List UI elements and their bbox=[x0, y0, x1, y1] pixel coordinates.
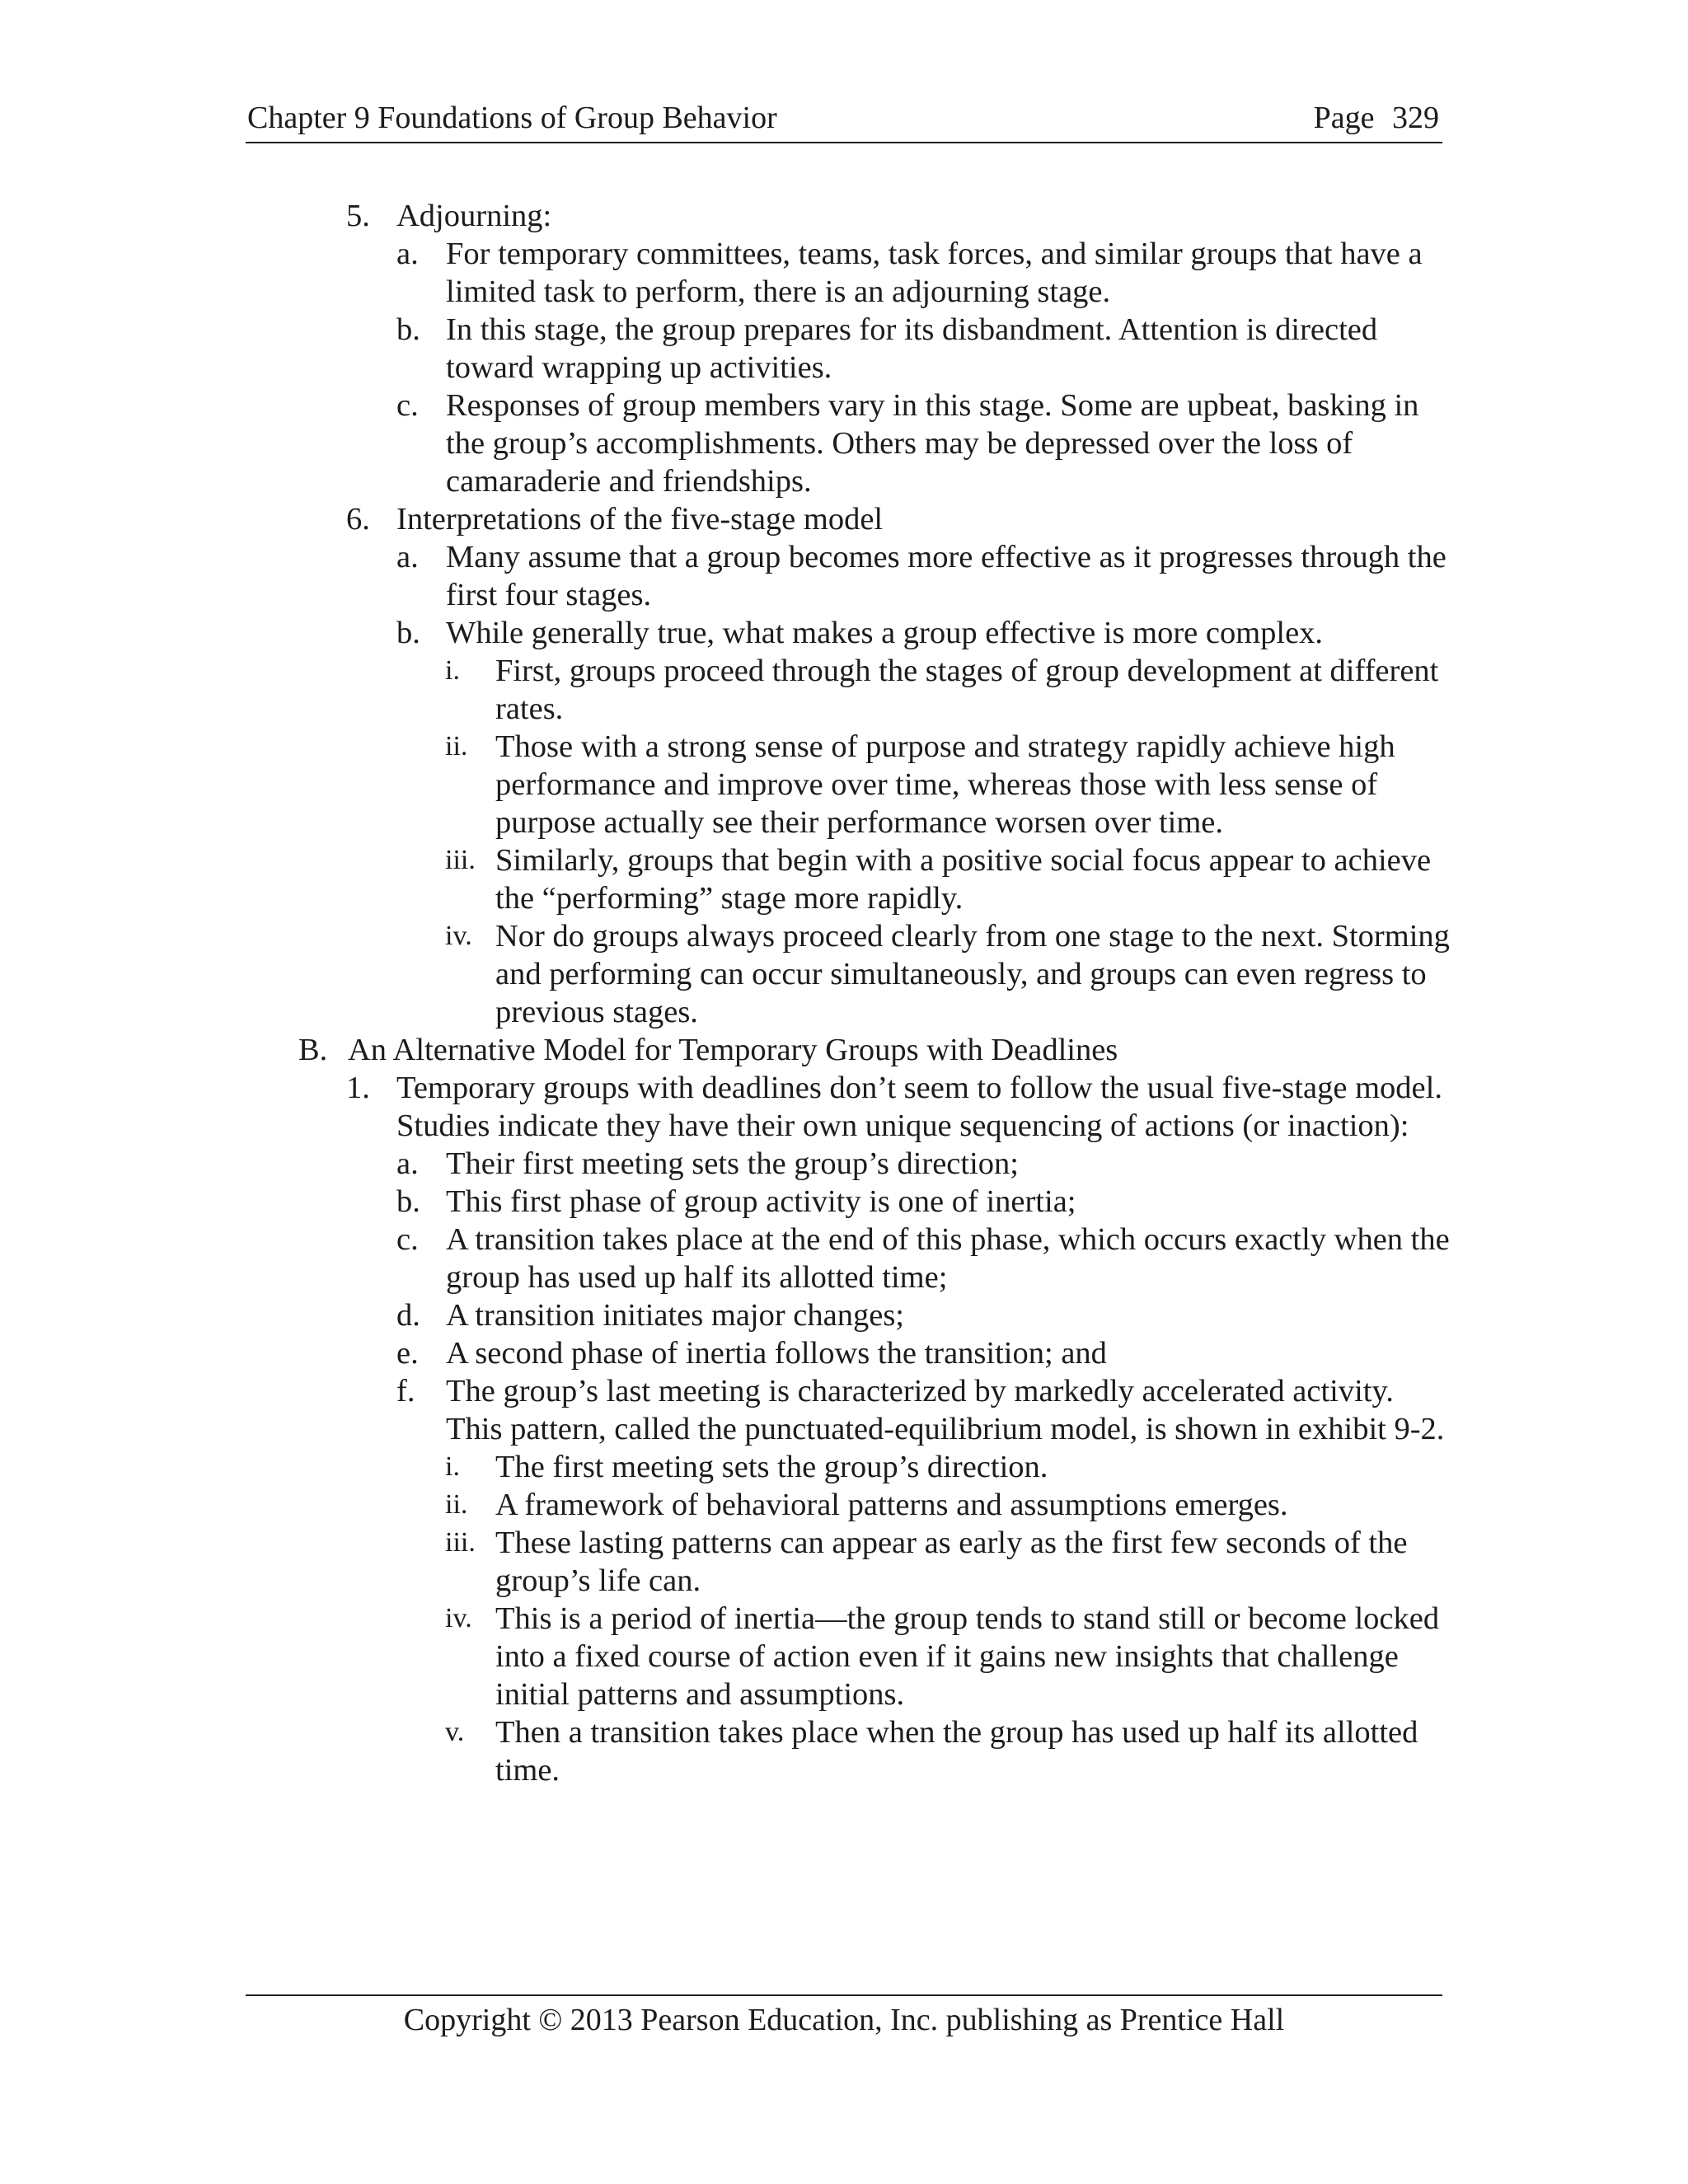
item-marker: 1. bbox=[346, 1071, 370, 1105]
outline-item bbox=[0, 1486, 1688, 1524]
outline-item bbox=[0, 1145, 1688, 1183]
item-marker: d. bbox=[396, 1298, 420, 1333]
item-text: Responses of group members vary in this stage. Some are upbeat, basking in the group’s accomplishments. Others may be depressed over the loss of camaraderie and friendships. bbox=[446, 388, 1419, 499]
item-text: A transition initiates major changes; bbox=[446, 1298, 904, 1333]
item-text: For temporary committees, teams, task forces, and similar groups that have a limited task to perform, there is an adjourning stage. bbox=[446, 237, 1423, 309]
item-marker: f. bbox=[396, 1374, 415, 1408]
page-footer bbox=[246, 1994, 1442, 2039]
outline-item bbox=[0, 1713, 1688, 1789]
item-marker: i. bbox=[445, 1451, 460, 1482]
outline-item bbox=[0, 1296, 1688, 1334]
item-marker: B. bbox=[298, 1033, 328, 1067]
item-text: While generally true, what makes a group effective is more complex. bbox=[446, 616, 1324, 650]
copyright-notice: Copyright © 2013 Pearson Education, Inc. publishing as Prentice Hall bbox=[403, 2003, 1285, 2037]
outline-item bbox=[0, 311, 1688, 387]
page-header bbox=[246, 99, 1442, 143]
item-text: A framework of behavioral patterns and assumptions emerges. bbox=[495, 1488, 1288, 1522]
item-text: A transition takes place at the end of this phase, which occurs exactly when the group has used up half its allotted time; bbox=[446, 1222, 1450, 1295]
item-text: Those with a strong sense of purpose and strategy rapidly achieve high performance and improve over time, whereas those with less sense of purpose actually see their performance worsen over time. bbox=[495, 729, 1395, 840]
outline-item bbox=[0, 197, 1688, 235]
item-marker: 6. bbox=[346, 502, 370, 537]
outline-item bbox=[0, 1031, 1688, 1069]
outline-item bbox=[0, 1334, 1688, 1372]
outline-item bbox=[0, 1448, 1688, 1486]
item-text: Adjourning: bbox=[396, 199, 552, 233]
item-text: Temporary groups with deadlines don’t seem to follow the usual five-stage model. Studies indicate they have their own unique sequencing of actions (or inaction): bbox=[396, 1071, 1442, 1143]
outline-item bbox=[0, 1600, 1688, 1713]
item-text: The group’s last meeting is characterized by markedly accelerated activity. This pattern, called the punctuated-equilibrium model, is shown in exhibit 9-2. bbox=[446, 1374, 1445, 1446]
item-marker: e. bbox=[396, 1336, 419, 1371]
item-text: A second phase of inertia follows the transition; and bbox=[446, 1336, 1107, 1371]
item-marker: iv. bbox=[445, 921, 472, 951]
item-marker: i. bbox=[445, 655, 460, 686]
item-marker: ii. bbox=[445, 1489, 468, 1520]
item-text: Interpretations of the five-stage model bbox=[396, 502, 884, 537]
item-text: An Alternative Model for Temporary Groups with Deadlines bbox=[348, 1033, 1118, 1067]
outline-item bbox=[0, 235, 1688, 311]
outline-item bbox=[0, 652, 1688, 728]
outline-item bbox=[0, 387, 1688, 500]
item-text: This first phase of group activity is one of inertia; bbox=[446, 1184, 1076, 1219]
item-marker: b. bbox=[396, 616, 420, 650]
item-text: Nor do groups always proceed clearly from one stage to the next. Storming and performing can occur simultaneously, and groups can even regress to previous stages. bbox=[495, 919, 1450, 1029]
outline-item bbox=[0, 1524, 1688, 1600]
outline-item bbox=[0, 917, 1688, 1031]
item-text: These lasting patterns can appear as early as the first few seconds of the group’s life can. bbox=[495, 1526, 1408, 1598]
item-marker: iii. bbox=[445, 1527, 476, 1558]
item-marker: a. bbox=[396, 540, 419, 574]
page-number: Page 329 bbox=[1313, 101, 1439, 135]
item-marker: b. bbox=[396, 312, 420, 347]
outline-item bbox=[0, 500, 1688, 538]
outline-item bbox=[0, 538, 1688, 614]
item-marker: v. bbox=[445, 1717, 465, 1747]
item-text: This is a period of inertia—the group tends to stand still or become locked into a fixed course of action even if it gains new insights that challenge initial patterns and assumptions. bbox=[495, 1601, 1440, 1712]
outline-item bbox=[0, 1183, 1688, 1221]
item-marker: b. bbox=[396, 1184, 420, 1219]
item-text: In this stage, the group prepares for its disbandment. Attention is directed toward wrapping up activities. bbox=[446, 312, 1378, 385]
item-marker: a. bbox=[396, 237, 419, 271]
chapter-title: Chapter 9 Foundations of Group Behavior bbox=[247, 101, 777, 135]
outline-item bbox=[0, 614, 1688, 652]
item-marker: iv. bbox=[445, 1603, 472, 1633]
item-marker: c. bbox=[396, 1222, 419, 1257]
item-text: The first meeting sets the group’s direction. bbox=[495, 1450, 1048, 1484]
item-marker: ii. bbox=[445, 731, 468, 762]
outline-item bbox=[0, 1372, 1688, 1448]
outline-item bbox=[0, 1221, 1688, 1296]
item-text: First, groups proceed through the stages of group development at different rates. bbox=[495, 654, 1439, 726]
item-text: Many assume that a group becomes more effective as it progresses through the first four stages. bbox=[446, 540, 1447, 612]
item-marker: c. bbox=[396, 388, 419, 423]
item-marker: 5. bbox=[346, 199, 370, 233]
item-marker: a. bbox=[396, 1146, 419, 1181]
outline-item bbox=[0, 1069, 1688, 1145]
outline-body bbox=[0, 197, 1688, 1789]
outline-item bbox=[0, 841, 1688, 917]
item-text: Then a transition takes place when the group has used up half its allotted time. bbox=[495, 1715, 1418, 1788]
outline-item bbox=[0, 728, 1688, 841]
item-marker: iii. bbox=[445, 845, 476, 875]
item-text: Similarly, groups that begin with a positive social focus appear to achieve the “performing” stage more rapidly. bbox=[495, 843, 1432, 916]
item-text: Their first meeting sets the group’s direction; bbox=[446, 1146, 1019, 1181]
